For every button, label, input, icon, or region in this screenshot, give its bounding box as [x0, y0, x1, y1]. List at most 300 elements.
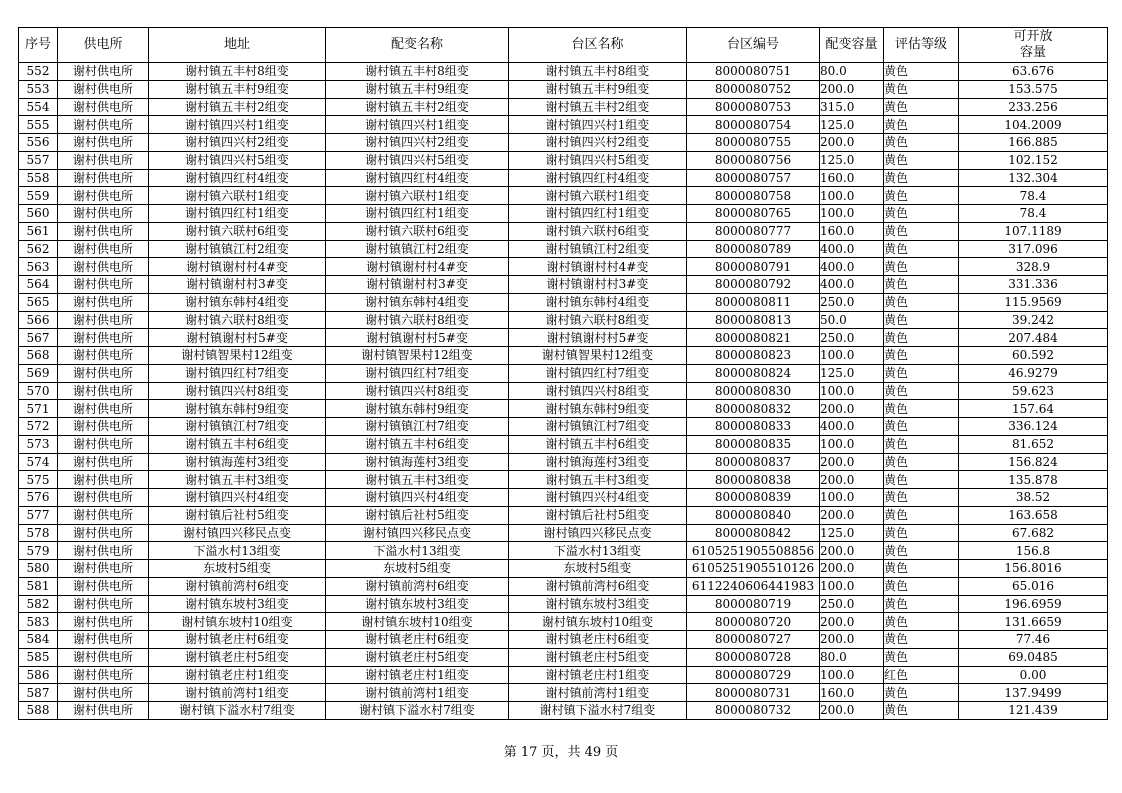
cell-index: 573: [19, 435, 58, 453]
cell-address: 谢村镇五丰村9组变: [149, 80, 326, 98]
cell-open-capacity: 59.623: [959, 382, 1108, 400]
cell-area-name: 谢村镇四兴村8组变: [509, 382, 687, 400]
cell-area-code: 8000080732: [687, 702, 820, 720]
cell-rating: 黄色: [884, 382, 959, 400]
cell-area-code: 8000080729: [687, 666, 820, 684]
cell-transformer-name: 谢村镇四红村4组变: [326, 169, 509, 187]
cell-capacity: 250.0: [820, 293, 884, 311]
cell-address: 谢村镇海莲村3组变: [149, 453, 326, 471]
cell-index: 562: [19, 240, 58, 258]
cell-transformer-name: 谢村镇四兴移民点变: [326, 524, 509, 542]
table-row: [19, 98, 1108, 116]
cell-area-name: 谢村镇老庄村1组变: [509, 666, 687, 684]
cell-open-capacity: 77.46: [959, 631, 1108, 649]
cell-area-name: 谢村镇六联村1组变: [509, 187, 687, 205]
cell-area-name: 谢村镇四兴村4组变: [509, 489, 687, 507]
table-row: [19, 382, 1108, 400]
cell-open-capacity: 0.00: [959, 666, 1108, 684]
cell-area-code: 8000080839: [687, 489, 820, 507]
cell-transformer-name: 谢村镇六联村8组变: [326, 311, 509, 329]
cell-station: 谢村供电所: [58, 329, 149, 347]
cell-area-name: 谢村镇五丰村2组变: [509, 98, 687, 116]
cell-capacity: 125.0: [820, 151, 884, 169]
cell-station: 谢村供电所: [58, 453, 149, 471]
cell-rating: 黄色: [884, 684, 959, 702]
cell-capacity: 250.0: [820, 329, 884, 347]
cell-station: 谢村供电所: [58, 169, 149, 187]
cell-open-capacity: 78.4: [959, 205, 1108, 223]
table-row: [19, 347, 1108, 365]
cell-capacity: 400.0: [820, 276, 884, 294]
cell-address: 谢村镇东坡村10组变: [149, 613, 326, 631]
table-row: [19, 471, 1108, 489]
table-row: [19, 489, 1108, 507]
cell-rating: 黄色: [884, 329, 959, 347]
cell-index: 578: [19, 524, 58, 542]
cell-transformer-name: 谢村镇镇江村7组变: [326, 418, 509, 436]
cell-area-code: 8000080757: [687, 169, 820, 187]
table-row: [19, 151, 1108, 169]
cell-index: 572: [19, 418, 58, 436]
cell-area-code: 8000080758: [687, 187, 820, 205]
cell-area-name: 谢村镇谢村村5#变: [509, 329, 687, 347]
cell-capacity: 400.0: [820, 418, 884, 436]
cell-rating: 黄色: [884, 524, 959, 542]
cell-address: 谢村镇前湾村1组变: [149, 684, 326, 702]
cell-capacity: 400.0: [820, 240, 884, 258]
cell-rating: 黄色: [884, 453, 959, 471]
table-row: [19, 524, 1108, 542]
table-row: [19, 258, 1108, 276]
cell-rating: 黄色: [884, 98, 959, 116]
header-area-code: 台区编号: [687, 28, 820, 63]
cell-open-capacity: 63.676: [959, 63, 1108, 81]
cell-area-code: 8000080823: [687, 347, 820, 365]
cell-capacity: 160.0: [820, 684, 884, 702]
table-row: [19, 418, 1108, 436]
cell-capacity: 100.0: [820, 435, 884, 453]
cell-index: 574: [19, 453, 58, 471]
cell-index: 587: [19, 684, 58, 702]
cell-transformer-name: 谢村镇后社村5组变: [326, 506, 509, 524]
cell-address: 谢村镇老庄村6组变: [149, 631, 326, 649]
cell-capacity: 200.0: [820, 631, 884, 649]
table-row: [19, 631, 1108, 649]
cell-address: 谢村镇智果村12组变: [149, 347, 326, 365]
header-address: 地址: [149, 28, 326, 63]
cell-area-name: 谢村镇五丰村8组变: [509, 63, 687, 81]
cell-open-capacity: 38.52: [959, 489, 1108, 507]
cell-rating: 黄色: [884, 471, 959, 489]
cell-transformer-name: 谢村镇五丰村8组变: [326, 63, 509, 81]
cell-station: 谢村供电所: [58, 489, 149, 507]
table-row: [19, 560, 1108, 578]
cell-area-code: 8000080791: [687, 258, 820, 276]
table-row: [19, 80, 1108, 98]
cell-rating: 黄色: [884, 702, 959, 720]
cell-transformer-name: 谢村镇老庄村5组变: [326, 648, 509, 666]
cell-address: 谢村镇东坡村3组变: [149, 595, 326, 613]
table-row: [19, 169, 1108, 187]
cell-area-name: 谢村镇下溢水村7组变: [509, 702, 687, 720]
cell-rating: 黄色: [884, 631, 959, 649]
cell-area-code: 8000080751: [687, 63, 820, 81]
cell-capacity: 200.0: [820, 542, 884, 560]
cell-open-capacity: 60.592: [959, 347, 1108, 365]
cell-rating: 黄色: [884, 435, 959, 453]
cell-area-name: 谢村镇四红村4组变: [509, 169, 687, 187]
cell-area-code: 8000080838: [687, 471, 820, 489]
cell-index: 567: [19, 329, 58, 347]
cell-open-capacity: 46.9279: [959, 364, 1108, 382]
header-rating: 评估等级: [884, 28, 959, 63]
cell-open-capacity: 207.484: [959, 329, 1108, 347]
cell-capacity: 100.0: [820, 382, 884, 400]
cell-rating: 黄色: [884, 80, 959, 98]
cell-transformer-name: 谢村镇四红村7组变: [326, 364, 509, 382]
cell-index: 584: [19, 631, 58, 649]
cell-address: 谢村镇东韩村9组变: [149, 400, 326, 418]
cell-capacity: 125.0: [820, 524, 884, 542]
cell-transformer-name: 谢村镇四兴村5组变: [326, 151, 509, 169]
table-row: [19, 613, 1108, 631]
cell-address: 东坡村5组变: [149, 560, 326, 578]
cell-area-name: 谢村镇五丰村3组变: [509, 471, 687, 489]
table-row: [19, 63, 1108, 81]
table-row: [19, 666, 1108, 684]
cell-open-capacity: 163.658: [959, 506, 1108, 524]
cell-station: 谢村供电所: [58, 435, 149, 453]
table-row: [19, 329, 1108, 347]
cell-transformer-name: 谢村镇五丰村6组变: [326, 435, 509, 453]
cell-rating: 黄色: [884, 418, 959, 436]
cell-transformer-name: 谢村镇东韩村4组变: [326, 293, 509, 311]
cell-open-capacity: 328.9: [959, 258, 1108, 276]
cell-address: 谢村镇谢村村4#变: [149, 258, 326, 276]
cell-station: 谢村供电所: [58, 471, 149, 489]
cell-capacity: 200.0: [820, 134, 884, 152]
cell-index: 585: [19, 648, 58, 666]
cell-open-capacity: 336.124: [959, 418, 1108, 436]
cell-area-code: 8000080720: [687, 613, 820, 631]
cell-index: 579: [19, 542, 58, 560]
cell-transformer-name: 谢村镇下溢水村7组变: [326, 702, 509, 720]
cell-open-capacity: 69.0485: [959, 648, 1108, 666]
cell-station: 谢村供电所: [58, 151, 149, 169]
cell-area-name: 下溢水村13组变: [509, 542, 687, 560]
cell-address: 谢村镇镇江村2组变: [149, 240, 326, 258]
cell-index: 563: [19, 258, 58, 276]
cell-address: 谢村镇老庄村1组变: [149, 666, 326, 684]
cell-address: 谢村镇五丰村8组变: [149, 63, 326, 81]
cell-rating: 黄色: [884, 577, 959, 595]
cell-index: 580: [19, 560, 58, 578]
cell-transformer-name: 谢村镇海莲村3组变: [326, 453, 509, 471]
cell-index: 552: [19, 63, 58, 81]
cell-address: 谢村镇四兴移民点变: [149, 524, 326, 542]
cell-rating: 黄色: [884, 489, 959, 507]
cell-area-code: 8000080821: [687, 329, 820, 347]
cell-capacity: 400.0: [820, 258, 884, 276]
cell-station: 谢村供电所: [58, 98, 149, 116]
cell-address: 谢村镇四红村7组变: [149, 364, 326, 382]
cell-open-capacity: 331.336: [959, 276, 1108, 294]
cell-capacity: 315.0: [820, 98, 884, 116]
cell-area-code: 6105251905510126: [687, 560, 820, 578]
cell-transformer-name: 谢村镇东韩村9组变: [326, 400, 509, 418]
cell-index: 561: [19, 222, 58, 240]
cell-capacity: 100.0: [820, 205, 884, 223]
cell-capacity: 200.0: [820, 80, 884, 98]
cell-index: 581: [19, 577, 58, 595]
table-row: [19, 222, 1108, 240]
cell-station: 谢村供电所: [58, 258, 149, 276]
cell-address: 谢村镇谢村村3#变: [149, 276, 326, 294]
cell-station: 谢村供电所: [58, 631, 149, 649]
cell-transformer-name: 东坡村5组变: [326, 560, 509, 578]
cell-rating: 黄色: [884, 648, 959, 666]
cell-station: 谢村供电所: [58, 613, 149, 631]
cell-area-code: 8000080835: [687, 435, 820, 453]
cell-area-code: 6105251905508856: [687, 542, 820, 560]
cell-transformer-name: 谢村镇东坡村10组变: [326, 613, 509, 631]
cell-index: 583: [19, 613, 58, 631]
cell-rating: 黄色: [884, 400, 959, 418]
cell-area-name: 谢村镇镇江村2组变: [509, 240, 687, 258]
cell-rating: 黄色: [884, 364, 959, 382]
cell-station: 谢村供电所: [58, 418, 149, 436]
cell-rating: 黄色: [884, 347, 959, 365]
cell-index: 582: [19, 595, 58, 613]
cell-area-code: 8000080832: [687, 400, 820, 418]
header-index: 序号: [19, 28, 58, 63]
cell-capacity: 100.0: [820, 187, 884, 205]
cell-transformer-name: 谢村镇前湾村6组变: [326, 577, 509, 595]
cell-open-capacity: 153.575: [959, 80, 1108, 98]
cell-rating: 黄色: [884, 169, 959, 187]
cell-area-code: 8000080789: [687, 240, 820, 258]
cell-area-code: 8000080824: [687, 364, 820, 382]
cell-station: 谢村供电所: [58, 80, 149, 98]
cell-capacity: 200.0: [820, 471, 884, 489]
cell-open-capacity: 135.878: [959, 471, 1108, 489]
cell-area-name: 谢村镇五丰村6组变: [509, 435, 687, 453]
cell-capacity: 250.0: [820, 595, 884, 613]
table-row: [19, 293, 1108, 311]
cell-index: 571: [19, 400, 58, 418]
cell-open-capacity: 131.6659: [959, 613, 1108, 631]
cell-area-code: 8000080813: [687, 311, 820, 329]
cell-open-capacity: 121.439: [959, 702, 1108, 720]
cell-station: 谢村供电所: [58, 276, 149, 294]
cell-open-capacity: 317.096: [959, 240, 1108, 258]
cell-transformer-name: 谢村镇五丰村2组变: [326, 98, 509, 116]
cell-index: 553: [19, 80, 58, 98]
cell-area-code: 8000080727: [687, 631, 820, 649]
cell-index: 558: [19, 169, 58, 187]
cell-capacity: 200.0: [820, 560, 884, 578]
cell-address: 谢村镇老庄村5组变: [149, 648, 326, 666]
cell-open-capacity: 104.2009: [959, 116, 1108, 134]
cell-area-code: 8000080728: [687, 648, 820, 666]
cell-station: 谢村供电所: [58, 364, 149, 382]
cell-station: 谢村供电所: [58, 134, 149, 152]
table-row: [19, 435, 1108, 453]
cell-index: 560: [19, 205, 58, 223]
cell-transformer-name: 下溢水村13组变: [326, 542, 509, 560]
cell-transformer-name: 谢村镇六联村6组变: [326, 222, 509, 240]
cell-station: 谢村供电所: [58, 63, 149, 81]
cell-station: 谢村供电所: [58, 187, 149, 205]
cell-area-name: 谢村镇老庄村6组变: [509, 631, 687, 649]
cell-capacity: 100.0: [820, 489, 884, 507]
cell-rating: 黄色: [884, 542, 959, 560]
cell-index: 569: [19, 364, 58, 382]
cell-area-code: 8000080753: [687, 98, 820, 116]
table-row: [19, 542, 1108, 560]
cell-rating: 黄色: [884, 134, 959, 152]
cell-area-name: 谢村镇东韩村9组变: [509, 400, 687, 418]
cell-capacity: 160.0: [820, 169, 884, 187]
cell-capacity: 125.0: [820, 116, 884, 134]
cell-capacity: 100.0: [820, 666, 884, 684]
cell-station: 谢村供电所: [58, 240, 149, 258]
cell-address: 谢村镇四兴村8组变: [149, 382, 326, 400]
cell-area-name: 谢村镇五丰村9组变: [509, 80, 687, 98]
cell-transformer-name: 谢村镇四兴村4组变: [326, 489, 509, 507]
cell-area-name: 谢村镇海莲村3组变: [509, 453, 687, 471]
cell-station: 谢村供电所: [58, 205, 149, 223]
cell-address: 谢村镇四兴村4组变: [149, 489, 326, 507]
cell-area-name: 谢村镇镇江村7组变: [509, 418, 687, 436]
cell-index: 565: [19, 293, 58, 311]
cell-index: 570: [19, 382, 58, 400]
cell-open-capacity: 137.9499: [959, 684, 1108, 702]
cell-address: 谢村镇前湾村6组变: [149, 577, 326, 595]
cell-transformer-name: 谢村镇谢村村5#变: [326, 329, 509, 347]
table-row: [19, 311, 1108, 329]
cell-transformer-name: 谢村镇老庄村1组变: [326, 666, 509, 684]
cell-station: 谢村供电所: [58, 347, 149, 365]
cell-index: 586: [19, 666, 58, 684]
cell-open-capacity: 102.152: [959, 151, 1108, 169]
cell-area-name: 谢村镇四红村7组变: [509, 364, 687, 382]
cell-open-capacity: 39.242: [959, 311, 1108, 329]
cell-rating: 黄色: [884, 276, 959, 294]
cell-station: 谢村供电所: [58, 702, 149, 720]
cell-open-capacity: 107.1189: [959, 222, 1108, 240]
cell-capacity: 200.0: [820, 702, 884, 720]
cell-open-capacity: 78.4: [959, 187, 1108, 205]
cell-capacity: 80.0: [820, 648, 884, 666]
cell-station: 谢村供电所: [58, 595, 149, 613]
cell-index: 577: [19, 506, 58, 524]
cell-index: 588: [19, 702, 58, 720]
cell-open-capacity: 67.682: [959, 524, 1108, 542]
cell-rating: 黄色: [884, 311, 959, 329]
cell-transformer-name: 谢村镇智果村12组变: [326, 347, 509, 365]
cell-area-name: 谢村镇智果村12组变: [509, 347, 687, 365]
cell-rating: 黄色: [884, 205, 959, 223]
cell-area-name: 谢村镇前湾村1组变: [509, 684, 687, 702]
cell-transformer-name: 谢村镇四兴村1组变: [326, 116, 509, 134]
cell-area-name: 谢村镇谢村村3#变: [509, 276, 687, 294]
table-row: [19, 187, 1108, 205]
cell-address: 谢村镇谢村村5#变: [149, 329, 326, 347]
cell-capacity: 200.0: [820, 453, 884, 471]
cell-address: 谢村镇四兴村2组变: [149, 134, 326, 152]
cell-area-name: 谢村镇六联村6组变: [509, 222, 687, 240]
cell-transformer-name: 谢村镇四红村1组变: [326, 205, 509, 223]
cell-open-capacity: 156.8: [959, 542, 1108, 560]
cell-address: 谢村镇五丰村6组变: [149, 435, 326, 453]
cell-area-name: 谢村镇四兴村2组变: [509, 134, 687, 152]
cell-area-code: 8000080777: [687, 222, 820, 240]
cell-open-capacity: 132.304: [959, 169, 1108, 187]
cell-area-code: 8000080792: [687, 276, 820, 294]
cell-station: 谢村供电所: [58, 648, 149, 666]
cell-index: 557: [19, 151, 58, 169]
cell-area-code: 8000080754: [687, 116, 820, 134]
cell-rating: 黄色: [884, 595, 959, 613]
cell-address: 谢村镇六联村1组变: [149, 187, 326, 205]
data-table: [18, 27, 1108, 720]
table-row: [19, 205, 1108, 223]
cell-index: 554: [19, 98, 58, 116]
cell-transformer-name: 谢村镇四兴村2组变: [326, 134, 509, 152]
cell-area-code: 8000080719: [687, 595, 820, 613]
cell-station: 谢村供电所: [58, 542, 149, 560]
cell-station: 谢村供电所: [58, 293, 149, 311]
cell-area-name: 谢村镇东坡村10组变: [509, 613, 687, 631]
cell-station: 谢村供电所: [58, 506, 149, 524]
cell-address: 谢村镇四红村4组变: [149, 169, 326, 187]
cell-area-name: 东坡村5组变: [509, 560, 687, 578]
table-row: [19, 276, 1108, 294]
cell-station: 谢村供电所: [58, 222, 149, 240]
cell-station: 谢村供电所: [58, 400, 149, 418]
cell-area-name: 谢村镇六联村8组变: [509, 311, 687, 329]
cell-area-code: 8000080765: [687, 205, 820, 223]
cell-transformer-name: 谢村镇五丰村9组变: [326, 80, 509, 98]
cell-capacity: 100.0: [820, 347, 884, 365]
cell-area-name: 谢村镇东韩村4组变: [509, 293, 687, 311]
cell-area-name: 谢村镇前湾村6组变: [509, 577, 687, 595]
cell-index: 555: [19, 116, 58, 134]
table-row: [19, 577, 1108, 595]
cell-area-name: 谢村镇四兴村5组变: [509, 151, 687, 169]
cell-area-code: 8000080833: [687, 418, 820, 436]
cell-rating: 黄色: [884, 613, 959, 631]
cell-open-capacity: 166.885: [959, 134, 1108, 152]
cell-transformer-name: 谢村镇镇江村2组变: [326, 240, 509, 258]
cell-open-capacity: 65.016: [959, 577, 1108, 595]
cell-address: 谢村镇六联村6组变: [149, 222, 326, 240]
cell-area-name: 谢村镇四兴村1组变: [509, 116, 687, 134]
cell-area-name: 谢村镇东坡村3组变: [509, 595, 687, 613]
table-row: [19, 506, 1108, 524]
cell-area-name: 谢村镇四红村1组变: [509, 205, 687, 223]
cell-address: 谢村镇五丰村2组变: [149, 98, 326, 116]
cell-area-code: 8000080830: [687, 382, 820, 400]
cell-station: 谢村供电所: [58, 116, 149, 134]
cell-capacity: 50.0: [820, 311, 884, 329]
cell-capacity: 125.0: [820, 364, 884, 382]
cell-transformer-name: 谢村镇四兴村8组变: [326, 382, 509, 400]
cell-area-name: 谢村镇老庄村5组变: [509, 648, 687, 666]
cell-open-capacity: 233.256: [959, 98, 1108, 116]
cell-area-code: 8000080752: [687, 80, 820, 98]
